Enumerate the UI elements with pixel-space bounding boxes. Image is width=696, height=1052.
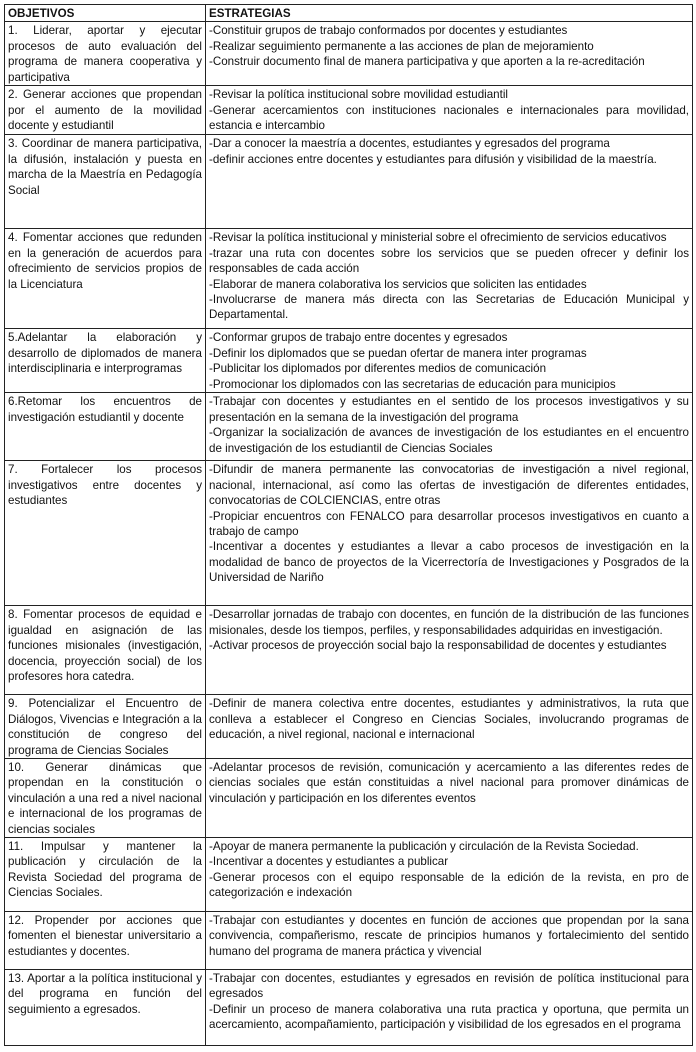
objective-cell: 6.Retomar los encuentros de investigación estudiantil y docente	[5, 393, 206, 461]
objective-cell: 2. Generar acciones que propendan por el aumento de la movilidad docente y estudiantil	[5, 86, 206, 135]
strategy-item: -Dar a conocer la maestría a docentes, estudiantes y egresados del programa	[209, 137, 610, 151]
strategies-cell	[206, 22, 693, 86]
table-row	[5, 329, 693, 393]
strategy-item: -Organizar la socialización de avances de investigación de los estudiantes en el encuentro de investigación de los estudiantil de Ciencias Sociales	[209, 426, 689, 455]
strategy-item: -Incentivar a docentes y estudiantes a publicar	[209, 855, 449, 869]
strategy-item: -Conformar grupos de trabajo entre docentes y egresados	[209, 331, 508, 345]
strategy-item: -Generar acercamientos con instituciones nacionales e internacionales para movilidad, estancia e intercambio	[209, 103, 689, 133]
strategy-item: -Desarrollar jornadas de trabajo con docentes, en función de la distribución de las funciones misionales, desde los tiempos, perfiles, y responsabilidades adquiridas en investigación.	[209, 608, 689, 637]
strategy-item: -Construir documento final de manera participativa y que aporten a la re-acreditación	[209, 55, 645, 69]
objective-cell: 1. Liderar, aportar y ejecutar procesos de auto evaluación del programa de manera cooperativa y participativa	[5, 22, 206, 86]
strategy-item: -Trabajar con estudiantes y docentes en función de acciones que propendan por la sana convivencia, compañerismo, rescate de principios humanos y fortalecimiento del sentido humano del programa de manera práctica y vivencial	[209, 914, 689, 958]
strategy-item: -Revisar la política institucional sobre movilidad estudiantil	[209, 88, 509, 102]
table-row	[5, 970, 693, 1046]
strategies-cell	[206, 912, 693, 970]
objective-cell: 11. Impulsar y mantener la publicación y circulación de la Revista Sociedad del programa de Ciencias Sociales.	[5, 838, 206, 912]
strategy-item: -Elaborar de manera colaborativa los servicios que soliciten las entidades	[209, 277, 587, 291]
strategies-cell	[206, 329, 693, 393]
table-body	[5, 22, 693, 1046]
strategy-item: -Apoyar de manera permanente la publicación y circulación de la Revista Sociedad.	[209, 840, 639, 854]
table-row	[5, 695, 693, 759]
strategies-cell	[206, 838, 693, 912]
strategy-item: -Generar procesos con el equipo responsable de la edición de la revista, en pro de categorización e indexación	[209, 870, 689, 900]
table-row	[5, 22, 693, 86]
table-row	[5, 838, 693, 912]
document-page	[4, 4, 692, 1046]
table-header-row	[5, 5, 693, 22]
strategy-item: -Constituir grupos de trabajo conformados por docentes y estudiantes	[209, 24, 568, 38]
objective-cell: 5.Adelantar la elaboración y desarrollo de diplomados de manera interdisciplinaria e interprogramas	[5, 329, 206, 393]
header-objetivos: OBJETIVOS	[5, 5, 206, 22]
header-estrategias: ESTRATEGIAS	[206, 5, 693, 22]
strategies-cell	[206, 229, 693, 329]
strategy-item: -Trabajar con docentes, estudiantes y egresados en revisión de política institucional para egresados	[209, 972, 689, 1001]
table-row	[5, 461, 693, 606]
table-row	[5, 759, 693, 838]
strategy-item: -Propiciar encuentros con FENALCO para desarrollar procesos investigativos en cuanto a trabajo de campo	[209, 509, 689, 539]
strategy-item: -Trabajar con docentes y estudiantes en el sentido de los procesos investigativos y su presentación en la semana de la investigación del programa	[209, 395, 689, 424]
strategy-item: -Involucrarse de manera más directa con las Secretarias de Educación Municipal y Departamental.	[209, 293, 689, 322]
strategy-item: -Activar procesos de proyección social bajo la responsabilidad de docentes y estudiantes	[209, 639, 667, 653]
table-row	[5, 135, 693, 229]
strategy-item: -Publicitar los diplomados por diferentes medios de comunicación	[209, 362, 547, 376]
table-row	[5, 86, 693, 135]
strategies-cell	[206, 695, 693, 759]
strategy-item: -Definir un proceso de manera colaborativa una ruta practica y oportuna, que permita un acercamiento, acompañamiento, participación y visibilidad de los egresados en el programa	[209, 1002, 689, 1032]
strategy-item: -trazar una ruta con docentes sobre los servicios que se pueden ofrecer y definir los responsables de cada acción	[209, 246, 689, 276]
strategy-item: -Realizar seguimiento permanente a las acciones de plan de mejoramiento	[209, 39, 594, 53]
strategies-cell	[206, 393, 693, 461]
objective-cell: 10. Generar dinámicas que propendan en la constitución o vinculación a una red a nivel nacional e internacional de los programas de ciencias sociales	[5, 759, 206, 838]
strategy-item: -Revisar la política institucional y ministerial sobre el ofrecimiento de servicios educativos	[209, 231, 667, 245]
table-row	[5, 393, 693, 461]
table-row	[5, 912, 693, 970]
table-row	[5, 606, 693, 695]
strategies-cell	[206, 461, 693, 606]
strategy-item: -Definir los diplomados que se puedan ofertar de manera inter programas	[209, 346, 587, 360]
objective-cell: 8. Fomentar procesos de equidad e igualdad en asignación de las funciones misionales (investigación, docencia, proyección social) de los profesores hora catedra.	[5, 606, 206, 695]
objective-cell: 9. Potencializar el Encuentro de Diálogos, Vivencias e Integración a la constitución de congreso del programa de Ciencias Sociales	[5, 695, 206, 759]
strategy-item: -Promocionar los diplomados con las secretarias de educación para municipios	[209, 377, 616, 391]
strategy-item: -Adelantar procesos de revisión, comunicación y acercamiento a las diferentes redes de ciencias sociales que están constituidas a nivel nacional para promover dinámicas de vinculación y participación en los diferentes eventos	[209, 761, 689, 805]
objective-cell: 13. Aportar a la política institucional y del programa en función del seguimiento a egresados.	[5, 970, 206, 1046]
strategies-cell	[206, 970, 693, 1046]
objective-cell: 3. Coordinar de manera participativa, la difusión, instalación y puesta en marcha de la Maestría en Pedagogía Social	[5, 135, 206, 229]
strategies-cell	[206, 759, 693, 838]
strategies-cell	[206, 135, 693, 229]
strategies-cell	[206, 86, 693, 135]
table-row	[5, 229, 693, 329]
strategy-item: -Incentivar a docentes y estudiantes a llevar a cabo procesos de investigación en la modalidad de banco de proyectos de la Vicerrectoría de Investigaciones y Posgrados de la Universidad de Nariño	[209, 540, 689, 585]
objective-cell: 12. Propender por acciones que fomenten el bienestar universitario a estudiantes y docentes.	[5, 912, 206, 970]
objectives-strategies-table	[4, 4, 693, 1046]
objective-cell: 7. Fortalecer los procesos investigativos entre docentes y estudiantes	[5, 461, 206, 606]
strategies-cell	[206, 606, 693, 695]
strategy-item: -Definir de manera colectiva entre docentes, estudiantes y administrativos, la ruta que conlleva a establecer el Congreso en Ciencias Sociales, involucrando programas de educación, a nivel regional, nacional e internacional	[209, 697, 689, 742]
strategy-item: -Difundir de manera permanente las convocatorias de investigación a nivel regional, nacional, internacional, así como las ofertas de investigación de diferentes entidades, convocatorias de COLCIENCIAS, entre otras	[209, 463, 689, 508]
objective-cell: 4. Fomentar acciones que redunden en la generación de acuerdos para ofrecimiento de servicios propios de la Licenciatura	[5, 229, 206, 329]
strategy-item: -definir acciones entre docentes y estudiantes para difusión y visibilidad de la maestría.	[209, 152, 657, 166]
